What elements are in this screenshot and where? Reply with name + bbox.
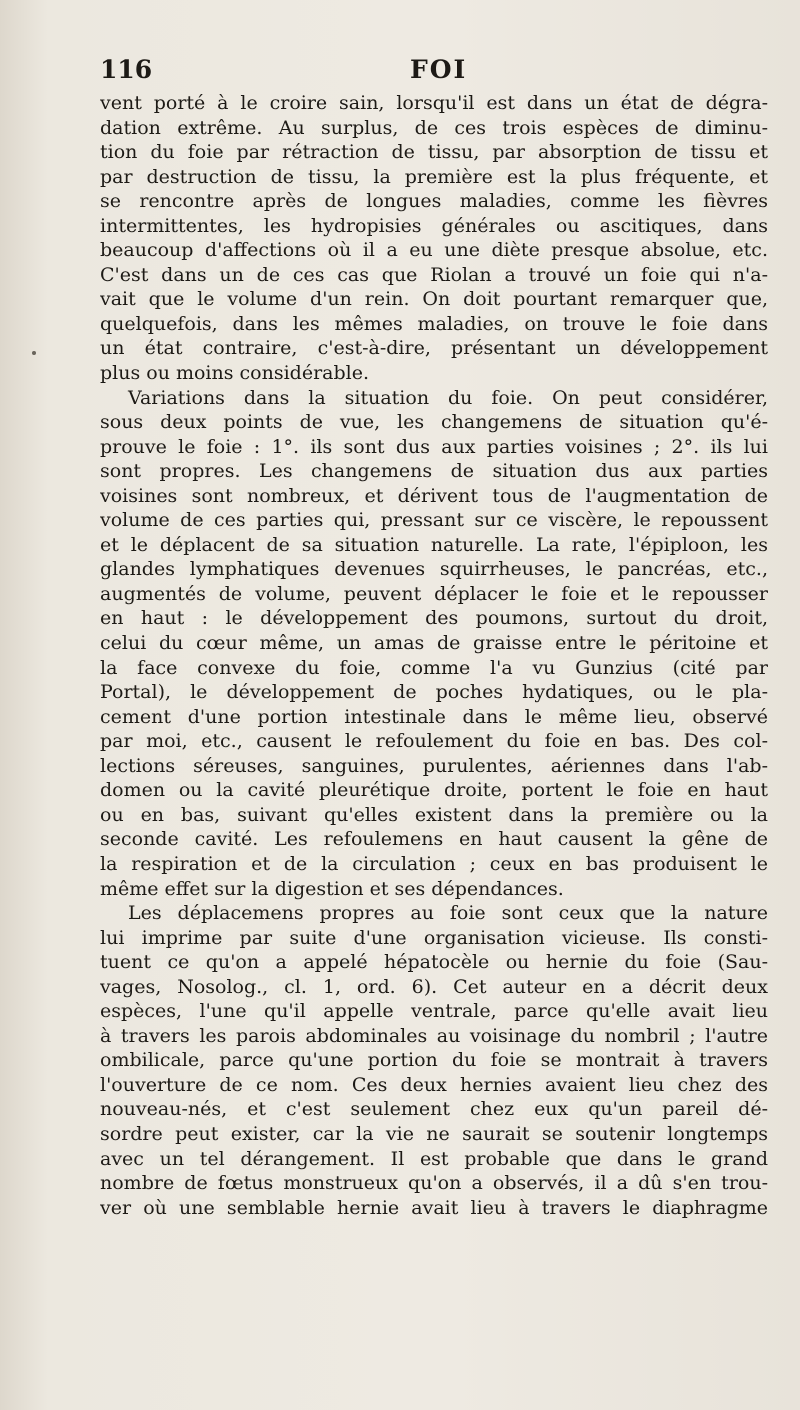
text-line: seconde cavité. Les refoulemens en haut causent la gêne de [100, 828, 768, 851]
text-line: vages, Nosolog., cl. 1, ord. 6). Cet auteur en a décrit deux [100, 975, 768, 998]
text-line: sous deux points de vue, les changemens de situation qu'é- [100, 411, 768, 434]
text-line: sont propres. Les changemens de situation dus aux parties [100, 460, 768, 483]
text-line: dation extrême. Au surplus, de ces trois espèces de diminu- [100, 116, 768, 139]
text-line: ou en bas, suivant qu'elles existent dans la première ou la [100, 803, 768, 826]
text-line: se rencontre après de longues maladies, comme les fièvres [100, 190, 768, 213]
text-line: volume de ces parties qui, pressant sur ce viscère, le repoussent [100, 509, 768, 532]
text-line: tuent ce qu'on a appelé hépatocèle ou hernie du foie (Sau- [100, 951, 768, 974]
text-line: la respiration et de la circulation ; ceux en bas produisent le [100, 852, 768, 875]
text-line: sordre peut exister, car la vie ne saurait se soutenir longtemps [100, 1122, 768, 1145]
text-line: quelquefois, dans les mêmes maladies, on trouve le foie dans [100, 312, 768, 335]
text-line: lections séreuses, sanguines, purulentes, aériennes dans l'ab- [100, 754, 768, 777]
text-line: l'ouverture de ce nom. Ces deux hernies avaient lieu chez des [100, 1073, 768, 1096]
text-line: ver où une semblable hernie avait lieu à travers le diaphragme [100, 1196, 768, 1219]
text-line: cement d'une portion intestinale dans le même lieu, observé [100, 705, 768, 728]
text-line: ombilicale, parce qu'une portion du foie se montrait à travers [100, 1049, 768, 1072]
text-line: tion du foie par rétraction de tissu, par absorption de tissu et [100, 141, 768, 164]
text-line: espèces, l'une qu'il appelle ventrale, parce qu'elle avait lieu [100, 1000, 768, 1023]
text-line: prouve le foie : 1°. ils sont dus aux parties voisines ; 2°. ils lui [100, 435, 768, 458]
text-line: Portal), le développement de poches hydatiques, ou le pla- [100, 681, 768, 704]
text-line: C'est dans un de ces cas que Riolan a trouvé un foie qui n'a- [100, 263, 768, 286]
page-number: 116 [100, 55, 153, 84]
text-line: et le déplacent de sa situation naturelle. La rate, l'épiploon, les [100, 533, 768, 556]
text-line: par moi, etc., causent le refoulement du foie en bas. Des col- [100, 730, 768, 753]
text-line: nombre de fœtus monstrueux qu'on a observés, il a dû s'en trou- [100, 1172, 768, 1195]
text-line: vait que le volume d'un rein. On doit pourtant remarquer que, [100, 288, 768, 311]
text-line: vent porté à le croire sain, lorsqu'il est dans un état de dégra- [100, 92, 768, 114]
text-line: voisines sont nombreux, et dérivent tous de l'augmentation de [100, 484, 768, 507]
body-text [100, 91, 768, 1220]
text-line: à travers les parois abdominales au voisinage du nombril ; l'autre [100, 1024, 768, 1047]
text-line: nouveau-nés, et c'est seulement chez eux qu'un pareil dé- [100, 1098, 768, 1121]
running-head: FOI [410, 55, 468, 84]
text-line: augmentés de volume, peuvent déplacer le foie et le repousser [100, 582, 768, 605]
text-line: la face convexe du foie, comme l'a vu Gunzius (cité par [100, 656, 768, 679]
text-line: par destruction de tissu, la première est la plus fréquente, et [100, 165, 768, 188]
page-header [100, 55, 768, 89]
text-line: intermittentes, les hydropisies générales ou ascitiques, dans [100, 214, 768, 237]
text-line: en haut : le développement des poumons, surtout du droit, [100, 607, 768, 630]
text-line: beaucoup d'affections où il a eu une diète presque absolue, etc. [100, 239, 768, 262]
text-line: Les déplacemens propres au foie sont ceux que la nature [128, 902, 768, 925]
text-line: domen ou la cavité pleurétique droite, portent le foie en haut [100, 779, 768, 802]
text-line: Variations dans la situation du foie. On peut considérer, [128, 386, 768, 409]
text-line: celui du cœur même, un amas de graisse entre le péritoine et [100, 632, 768, 655]
text-line: un état contraire, c'est-à-dire, présentant un développement [100, 337, 768, 360]
text-line: plus ou moins considérable. [100, 362, 370, 385]
text-line: même effet sur la digestion et ses dépendances. [100, 877, 564, 900]
text-line: glandes lymphatiques devenues squirrheuses, le pancréas, etc., [100, 558, 768, 581]
margin-mark [32, 351, 36, 355]
text-line: avec un tel dérangement. Il est probable que dans le grand [100, 1147, 768, 1170]
text-line: lui imprime par suite d'une organisation vicieuse. Ils consti- [100, 926, 768, 949]
